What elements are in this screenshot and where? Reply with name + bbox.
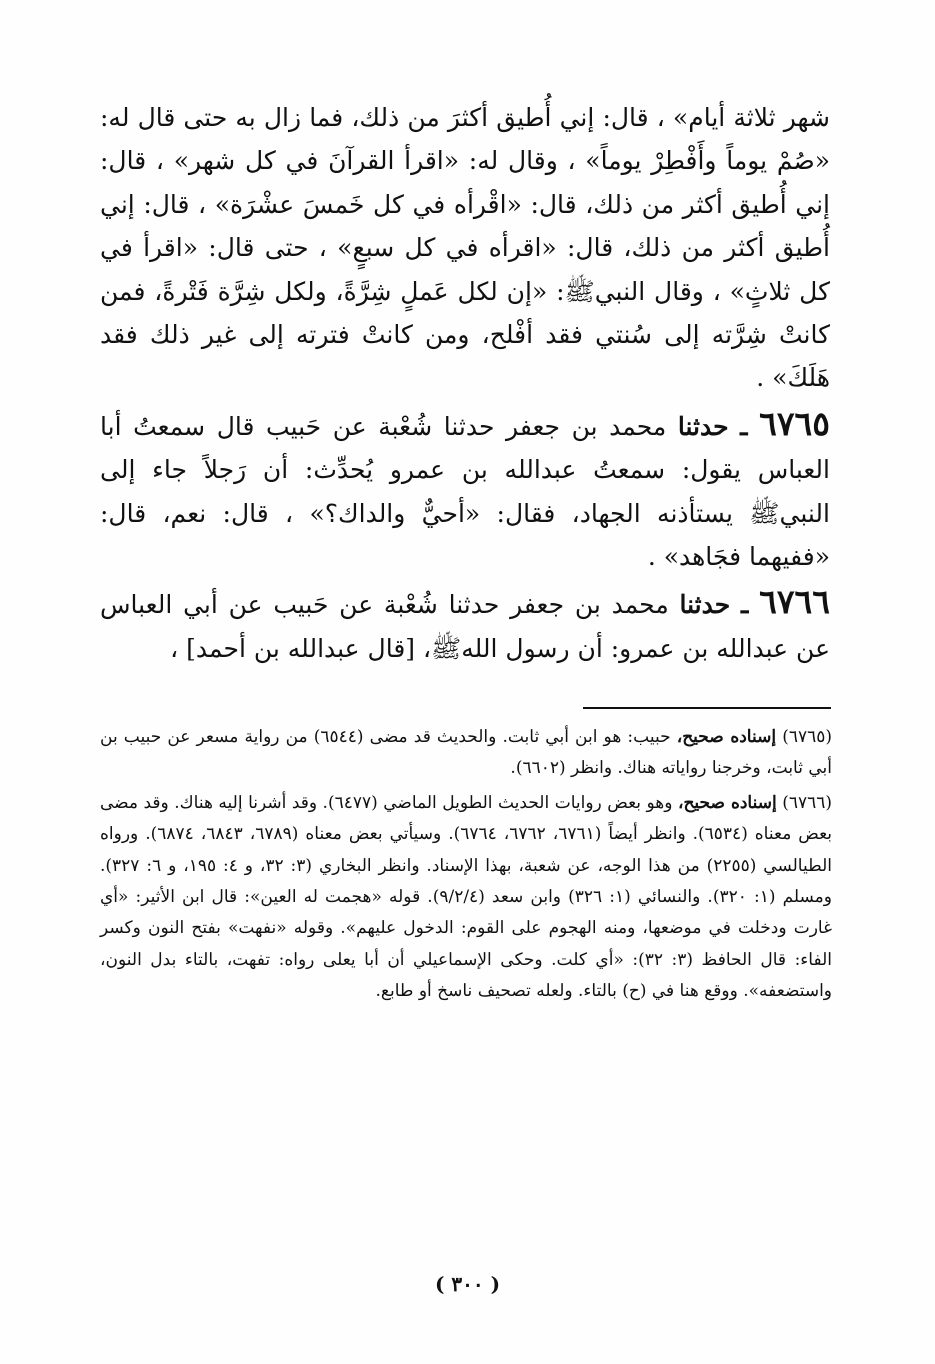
footnote-6766 (100, 788, 832, 1008)
footnotes (100, 722, 832, 1008)
footnote-label: إسناده صحيح، (676, 727, 777, 747)
footnote-label: إسناده صحيح، (677, 792, 777, 813)
hadith-number: ٦٧٦٥ (759, 403, 830, 443)
footnote-text: وهو بعض روايات الحديث الطويل الماضي (٦٤٧٧). وقد أشرنا إليه هناك. وقد مضى بعض معناه (٦٥٣٤). وانظر أيضاً (٦٧٦١، ٦٧٦٢، ٦٧٦٤). وسيأتي بعض معناه (٦٧٨٩، ٦٨٤٣، ٦٨٧٤). ورواه الطيالسي (٢٢٥٥) من هذا الوجه، عن شعبة، بهذا الإسناد. وانظر البخاري (٣: ٣٢، و ٤: ١٩٥، و ٦: ٣٢٧). ومسلم (١: ٣٢٠). والنسائي (١: ٣٢٦) وابن سعد (٩/٢/٤). قوله «هجمت له العين»: قال ابن الأثير: «أي غارت ودخلت في موضعها، ومنه الهجوم على القوم: الدخول عليهم». وقوله «نفهت» بفتح النون وكسر الفاء: قال الحافظ (٣: ٣٢): «أي كلت. وحكى الإسماعيلي أن أبا يعلى رواه: تفهت، بالتاء بدل النون، واستضعفه». ووقع هنا في (ح) بالتاء. ولعله تصحيف ناسخ أو طابع. (100, 792, 833, 1002)
footnote-6765 (100, 722, 832, 785)
hadith-text: محمد بن جعفر حدثنا شُعْبة عن حَبيب عن أبي العباس عن عبدالله بن عمرو: أن رسول اللهﷺ، [قال عبدالله بن أحمد] ، (100, 590, 830, 663)
hadith-number: ٦٧٦٦ (759, 582, 830, 622)
main-text (100, 96, 830, 670)
footnote-ref: (٦٧٦٥) (782, 727, 832, 747)
hadith-dash: ـ (740, 411, 748, 441)
hadith-dash: ـ (740, 590, 749, 620)
footnote-separator (583, 707, 831, 709)
footnote-text: حبيب: هو ابن أبي ثابت. والحديث قد مضى (٦٥٤٤) من رواية مسعر عن حبيب بن أبي ثابت، وخرجنا رواياته هناك. وانظر (٦٦٠٢). (100, 727, 832, 779)
footnote-ref: (٦٧٦٦) (782, 792, 833, 813)
hadith-opening: حدثنا (679, 590, 731, 620)
page-number: ( ٣٠٠ ) (434, 1272, 501, 1296)
hadith-opening: حدثنا (677, 411, 729, 441)
hadith-6765 (100, 402, 830, 579)
hadith-continuation: شهر ثلاثة أيام» ، قال: إني أُطيق أكثرَ من ذلك، فما زال به حتى قال له: «صُمْ يوماً وأَفْطِرْ يوماً» ، وقال له: «اقرأ القرآنَ في كل شهر» ، قال: إني أُطيق أكثر من ذلك، قال: «اقْرأه في كل خَمسَ عشْرَة» ، قال: إني أُطيق أكثر من ذلك، قال: «اقرأه في كل سبعٍ» ، حتى قال: «اقرأ في كل ثلاثٍ» ، وقال النبيﷺ: «إن لكل عَملٍ شِرَّةً، ولكل شِرَّة فَتْرةً، فمن كانتْ شِرَّته إلى سُنتي فقد أفْلح، ومن كانتْ فترته إلى غير ذلك فقد هَلَكَ» . (100, 103, 830, 393)
hadith-6766 (100, 580, 830, 670)
hadith-text: محمد بن جعفر حدثنا شُعْبة عن حَبيب قال سمعتُ أبا العباس يقول: سمعتُ عبدالله بن عمرو يُحدِّث: أن رَجلاً جاء إلى النبيﷺ يستأذنه الجهاد، فقال: «أحيٌّ والداك؟» ، قال: نعم، قال: «ففيهما فجَاهد» . (100, 411, 830, 572)
